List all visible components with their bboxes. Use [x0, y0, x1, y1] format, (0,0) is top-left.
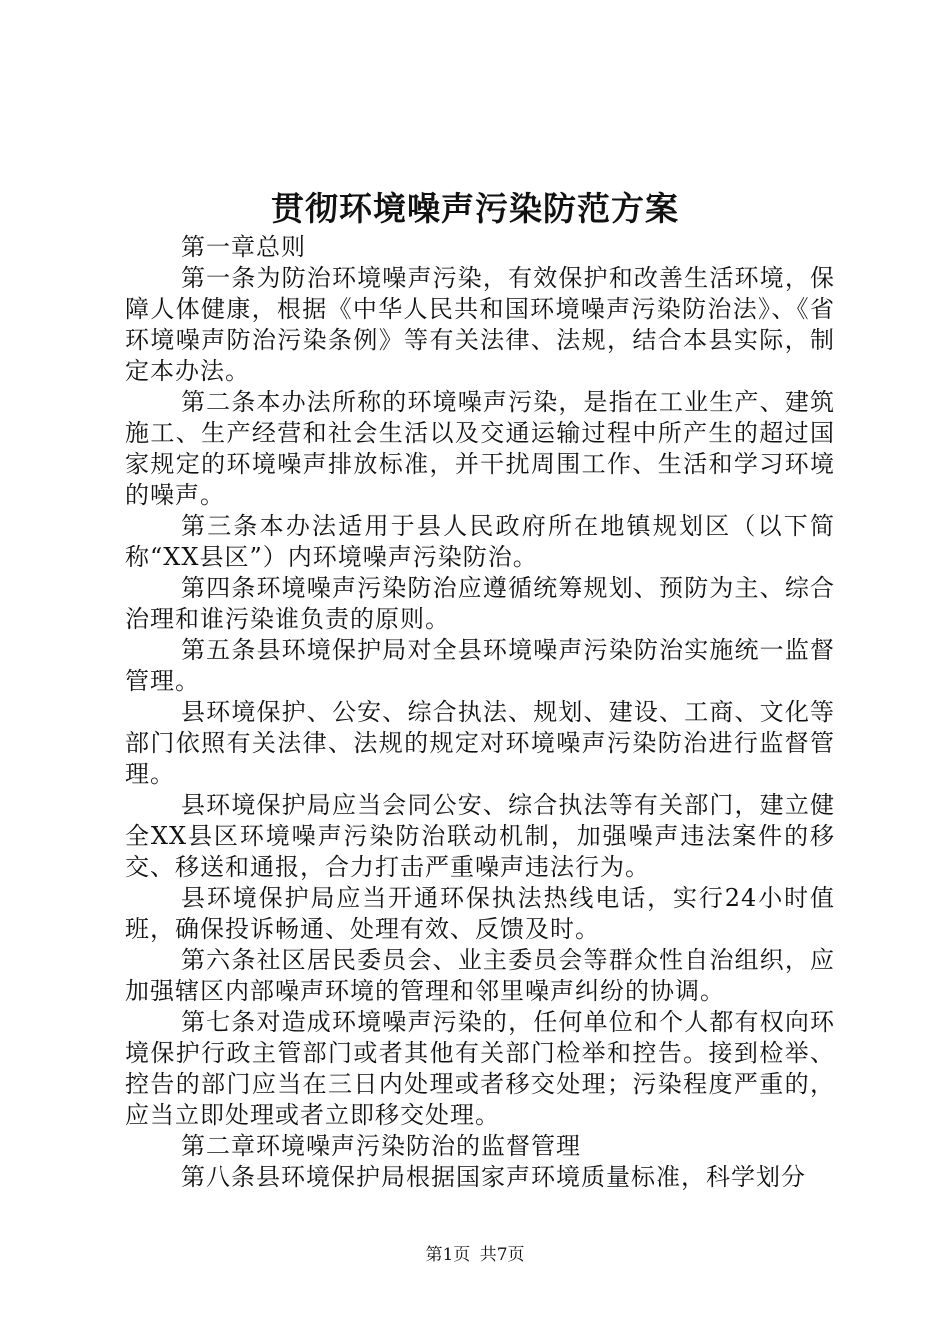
document-title: 贯彻环境噪声污染防范方案: [271, 189, 679, 228]
page-total: 共7页: [479, 1245, 525, 1265]
paragraph: 第一条为防治环境噪声污染，有效保护和改善生活环境，保障人体健康，根据《中华人民共和国环境噪声污染防治法》、《省环境噪声防治污染条例》等有关法律、法规，结合本县实际，制定本办法。: [125, 264, 835, 385]
paragraph: 第七条对造成环境噪声污染的，任何单位和个人都有权向环境保护行政主管部门或者其他有关部门检举和控告。接到检举、控告的部门应当在三日内处理或者移交处理；污染程度严重的，应当立即处理或者立即移交处理。: [125, 1008, 835, 1129]
paragraph: 县环境保护、公安、综合执法、规划、建设、工商、文化等部门依照有关法律、法规的规定对环境噪声污染防治进行监督管理。: [125, 698, 835, 788]
paragraph: 第六条社区居民委员会、业主委员会等群众性自治组织，应加强辖区内部噪声环境的管理和邻里噪声纠纷的协调。: [125, 946, 835, 1005]
paragraph: 第四条环境噪声污染防治应遵循统筹规划、预防为主、综合治理和谁污染谁负责的原则。: [125, 574, 835, 633]
paragraph: 第八条县环境保护局根据国家声环境质量标准，科学划分: [181, 1163, 806, 1191]
document-body: [125, 232, 835, 1193]
paragraph: 第五条县环境保护局对全县环境噪声污染防治实施统一监督管理。: [125, 636, 835, 695]
chapter-heading: 第一章总则: [181, 233, 306, 261]
paragraph: 县环境保护局应当开通环保执法热线电话，实行24小时值班，确保投诉畅通、处理有效、反馈及时。: [125, 884, 835, 943]
page-footer: [0, 1244, 950, 1266]
paragraph: 第三条本办法适用于县人民政府所在地镇规划区（以下简称“XX县区”）内环境噪声污染防治。: [125, 512, 835, 571]
paragraph: 县环境保护局应当会同公安、综合执法等有关部门，建立健全XX县区环境噪声污染防治联动机制，加强噪声违法案件的移交、移送和通报，合力打击严重噪声违法行为。: [125, 791, 835, 881]
chapter-heading: 第二章环境噪声污染防治的监督管理: [181, 1132, 581, 1160]
paragraph: 第二条本办法所称的环境噪声污染，是指在工业生产、建筑施工、生产经营和社会生活以及交通运输过程中所产生的超过国家规定的环境噪声排放标准，并干扰周围工作、生活和学习环境的噪声。: [125, 388, 835, 509]
page-number: 第1页: [425, 1245, 471, 1265]
